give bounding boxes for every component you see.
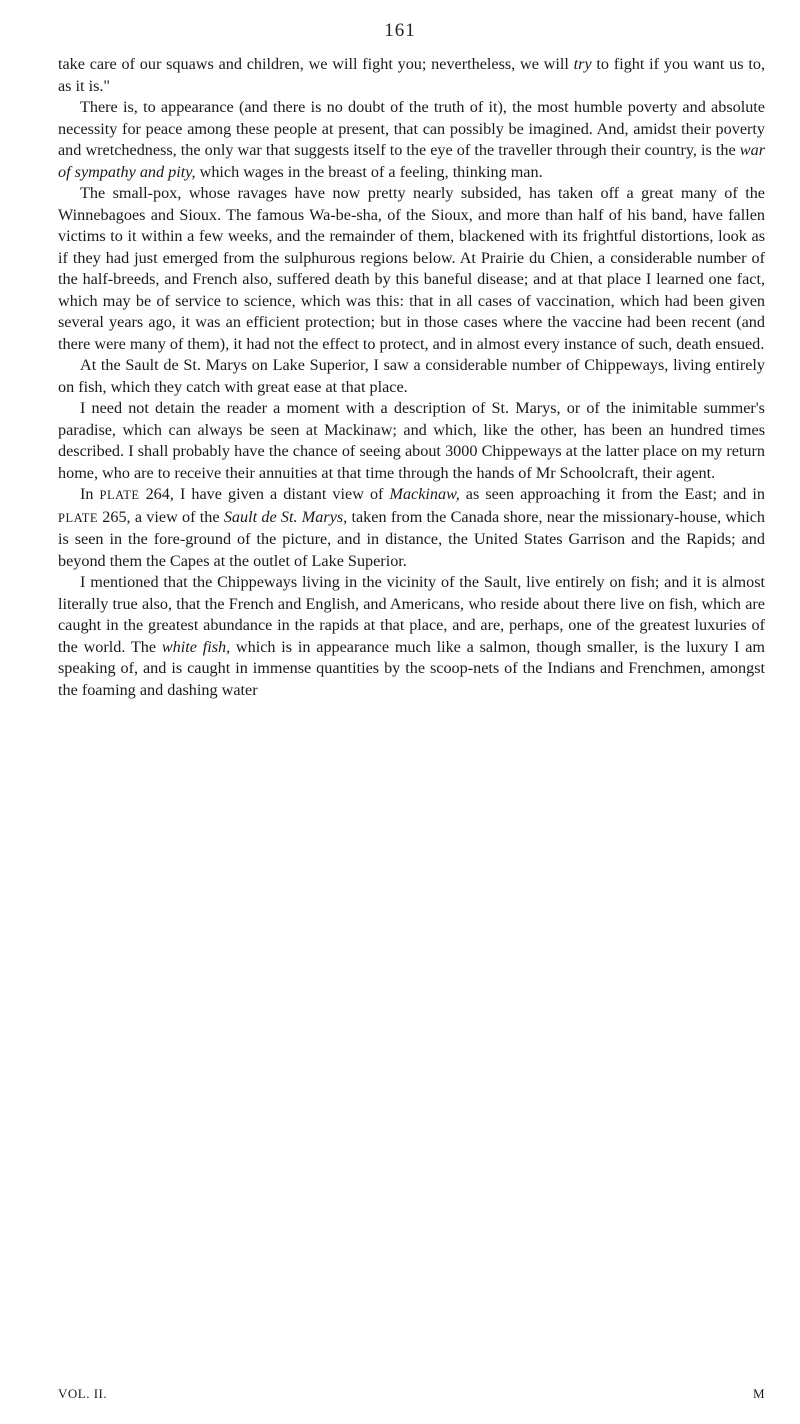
paragraph-sault: At the Sault de St. Marys on Lake Superior, I saw a considerable number of Chippeways, living entirely on fish, which they catch with great ease at that place. [58,356,765,396]
italic-mackinaw: Mackinaw, [389,485,460,503]
paragraph-poverty: There is, to appearance (and there is no doubt of the truth of it), the most humble poverty and absolute necessity for peace among these people at present, that can possibly be imagined. And, amidst their poverty and wretchedness, the only war that suggests itself to the eye of the traveller through their country, is the war of sympathy and pity, which wages in the breast of a feeling, thinking man. [58,98,765,181]
volume-label: VOL. II. [58,1386,108,1401]
italic-war-of-sympathy: war of sympathy and pity, [58,141,765,181]
body-text [58,54,765,701]
paragraph-mackinaw: I need not detain the reader a moment with a description of St. Marys, or of the inimitable summer's paradise, which can always be seen at Mackinaw; and which, like the other, has been an hundred times described. I shall probably have the chance of seeing about 3000 Chippeways at the latter place on my return home, who are to receive their annuities at that time through the hands of Mr Schoolcraft, their agent. [58,399,765,482]
paragraph-squaws: take care of our squaws and children, we will fight you; nevertheless, we will try to fight if you want us to, as it is." [58,55,765,95]
paragraph-small-pox: The small-pox, whose ravages have now pretty nearly subsided, has taken off a great many of the Winnebagoes and Sioux. The famous Wa-be-sha, of the Sioux, and more than half of his band, have fallen victims to it within a few weeks, and the remainder of them, blackened with its frightful distortions, look as if they had just emerged from the sulphurous regions below. At Prairie du Chien, a considerable number of the half-breeds, and French also, suffered death by this baneful disease; and at that place I learned one fact, which may be of service to science, which was this: that in all cases of vaccination, which had been given several years ago, it was an efficient protection; but in those cases where the vaccine had been recent (and there were many of them), it had not the effect to protect, and in almost every instance of such, death ensued. [58,184,765,353]
paragraph-fish: I mentioned that the Chippeways living in the vicinity of the Sault, live entirely on fish; and it is almost literally true also, that the French and English, and Americans, who reside about there live on fish, which are caught in the greatest abundance in the rapids at that place, and are, perhaps, one of the greatest luxuries of the world. The white fish, which is in appearance much like a salmon, though smaller, is the luxury I am speaking of, and is caught in immense quantities by the scoop-nets of the Indians and Frenchmen, amongst the foaming and dashing water [58,573,765,699]
paragraph-plates: In PLATE 264, I have given a distant view of Mackinaw, as seen approaching it from the East; and in PLATE 265, a view of the Sault de St. Marys, taken from the Canada shore, near the missionary-house, which is seen in the fore-ground of the picture, and in distance, the United States Garrison and the Rapids; and beyond them the Capes at the outlet of Lake Superior. [58,485,765,570]
signature-mark: M [752,1386,765,1401]
plate-label: PLATE [58,510,98,525]
plate-label: PLATE [99,488,140,502]
italic-sault-de-st-marys: Sault de St. Marys, [223,507,348,526]
italic-try: try [573,55,592,73]
italic-white-fish: white fish, [161,637,231,656]
page-number: 161 [384,20,416,41]
